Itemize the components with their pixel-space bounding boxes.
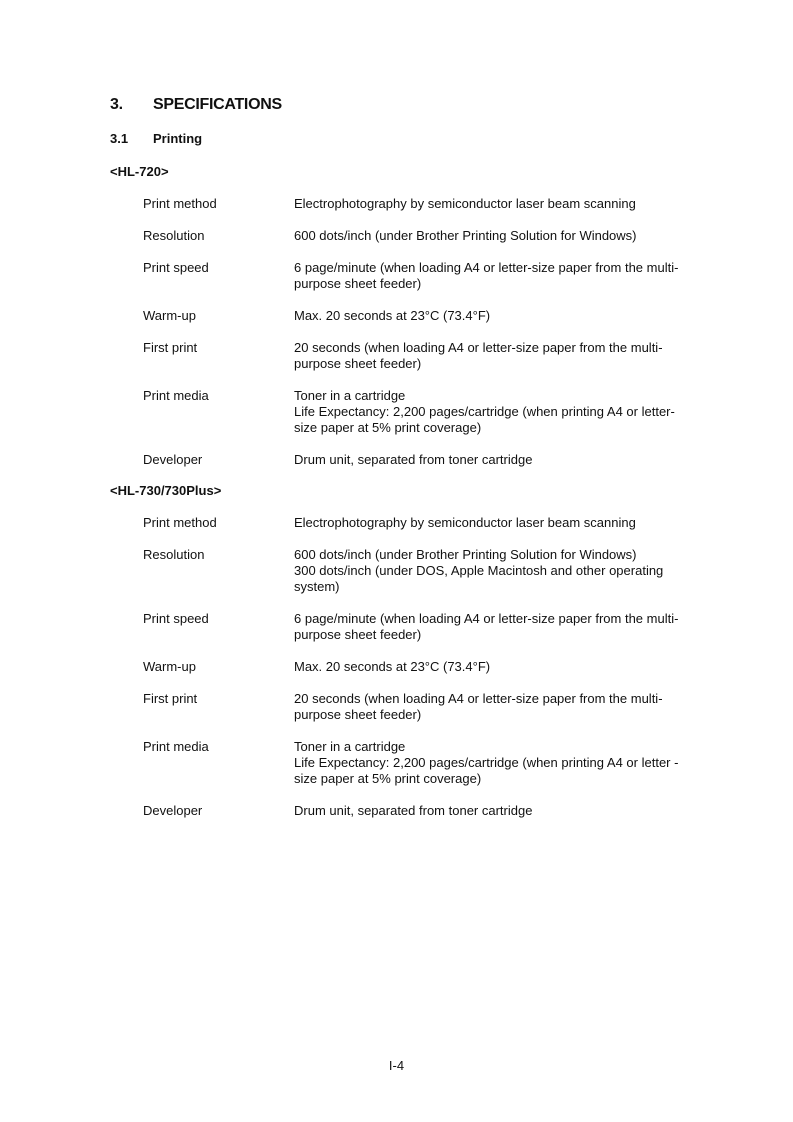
spec-value-line: purpose sheet feeder) bbox=[294, 356, 422, 371]
spec-label: Print method bbox=[143, 196, 217, 211]
spec-label: Warm-up bbox=[143, 659, 196, 674]
spec-value-line: Toner in a cartridge bbox=[294, 388, 406, 403]
spec-label: Developer bbox=[143, 452, 203, 467]
spec-value bbox=[294, 388, 703, 436]
spec-label: Print media bbox=[143, 388, 209, 403]
spec-value-line: Drum unit, separated from toner cartridge bbox=[294, 452, 533, 467]
spec-value bbox=[294, 228, 703, 244]
chapter-number: 3. bbox=[110, 96, 123, 113]
spec-value bbox=[294, 803, 703, 819]
spec-value-line: 20 seconds (when loading A4 or letter-size paper from the multi- bbox=[294, 340, 663, 355]
spec-row bbox=[143, 308, 703, 324]
spec-value-line: 600 dots/inch (under Brother Printing Solution for Windows) bbox=[294, 228, 637, 243]
spec-row bbox=[143, 611, 703, 643]
section-number: 3.1 bbox=[110, 131, 129, 146]
spec-label: Print method bbox=[143, 515, 217, 530]
spec-value-line: Electrophotography by semiconductor laser beam scanning bbox=[294, 515, 636, 530]
section-title: Printing bbox=[153, 131, 203, 146]
spec-row bbox=[143, 260, 703, 292]
spec-value bbox=[294, 452, 703, 468]
spec-row bbox=[143, 388, 703, 436]
spec-value-line: Electrophotography by semiconductor laser beam scanning bbox=[294, 196, 636, 211]
spec-value bbox=[294, 659, 703, 675]
spec-label: First print bbox=[143, 340, 198, 355]
spec-value-line: size paper at 5% print coverage) bbox=[294, 771, 482, 786]
spec-row bbox=[143, 803, 703, 819]
chapter-title: SPECIFICATIONS bbox=[153, 96, 282, 113]
model-heading-hl730: <HL-730/730Plus> bbox=[110, 483, 222, 498]
spec-value bbox=[294, 260, 703, 292]
spec-value-line: Life Expectancy: 2,200 pages/cartridge (when printing A4 or letter - bbox=[294, 755, 679, 770]
spec-label: Developer bbox=[143, 803, 203, 818]
spec-row bbox=[143, 659, 703, 675]
spec-row bbox=[143, 340, 703, 372]
spec-value-line: purpose sheet feeder) bbox=[294, 627, 422, 642]
spec-label: Print speed bbox=[143, 611, 209, 626]
spec-row bbox=[143, 515, 703, 531]
spec-list-hl720 bbox=[143, 196, 703, 468]
spec-label: Resolution bbox=[143, 228, 205, 243]
spec-value-line: Toner in a cartridge bbox=[294, 739, 406, 754]
spec-label: Print speed bbox=[143, 260, 209, 275]
spec-label: Warm-up bbox=[143, 308, 196, 323]
spec-value-line: 6 page/minute (when loading A4 or letter-size paper from the multi- bbox=[294, 260, 679, 275]
spec-label: Print media bbox=[143, 739, 209, 754]
spec-value-line: 6 page/minute (when loading A4 or letter-size paper from the multi- bbox=[294, 611, 679, 626]
spec-value-line: 20 seconds (when loading A4 or letter-size paper from the multi- bbox=[294, 691, 663, 706]
page-number: I-4 bbox=[388, 1058, 405, 1073]
spec-row bbox=[143, 228, 703, 244]
spec-value bbox=[294, 611, 703, 643]
spec-row bbox=[143, 452, 703, 468]
spec-value-line: Drum unit, separated from toner cartridge bbox=[294, 803, 533, 818]
spec-label: Resolution bbox=[143, 547, 205, 562]
spec-row bbox=[143, 691, 703, 723]
spec-row bbox=[143, 739, 703, 787]
spec-value bbox=[294, 196, 703, 212]
model-heading-hl720: <HL-720> bbox=[110, 164, 169, 179]
spec-value-line: 600 dots/inch (under Brother Printing Solution for Windows) bbox=[294, 547, 637, 562]
spec-value-line: purpose sheet feeder) bbox=[294, 707, 422, 722]
spec-value bbox=[294, 308, 703, 324]
spec-list-hl730 bbox=[143, 515, 703, 819]
chapter-heading bbox=[110, 96, 282, 114]
spec-value-line: Max. 20 seconds at 23°C (73.4°F) bbox=[294, 308, 491, 323]
spec-value-line: 300 dots/inch (under DOS, Apple Macintosh and other operating bbox=[294, 563, 664, 578]
spec-value bbox=[294, 547, 703, 595]
spec-value bbox=[294, 340, 703, 372]
spec-value-line: system) bbox=[294, 579, 340, 594]
spec-row bbox=[143, 196, 703, 212]
spec-value bbox=[294, 691, 703, 723]
spec-value-line: purpose sheet feeder) bbox=[294, 276, 422, 291]
spec-value-line: size paper at 5% print coverage) bbox=[294, 420, 482, 435]
spec-value bbox=[294, 739, 703, 787]
spec-row bbox=[143, 547, 703, 595]
section-heading bbox=[110, 131, 202, 146]
spec-value-line: Max. 20 seconds at 23°C (73.4°F) bbox=[294, 659, 491, 674]
spec-value-line: Life Expectancy: 2,200 pages/cartridge (when printing A4 or letter- bbox=[294, 404, 675, 419]
spec-value bbox=[294, 515, 703, 531]
spec-label: First print bbox=[143, 691, 198, 706]
